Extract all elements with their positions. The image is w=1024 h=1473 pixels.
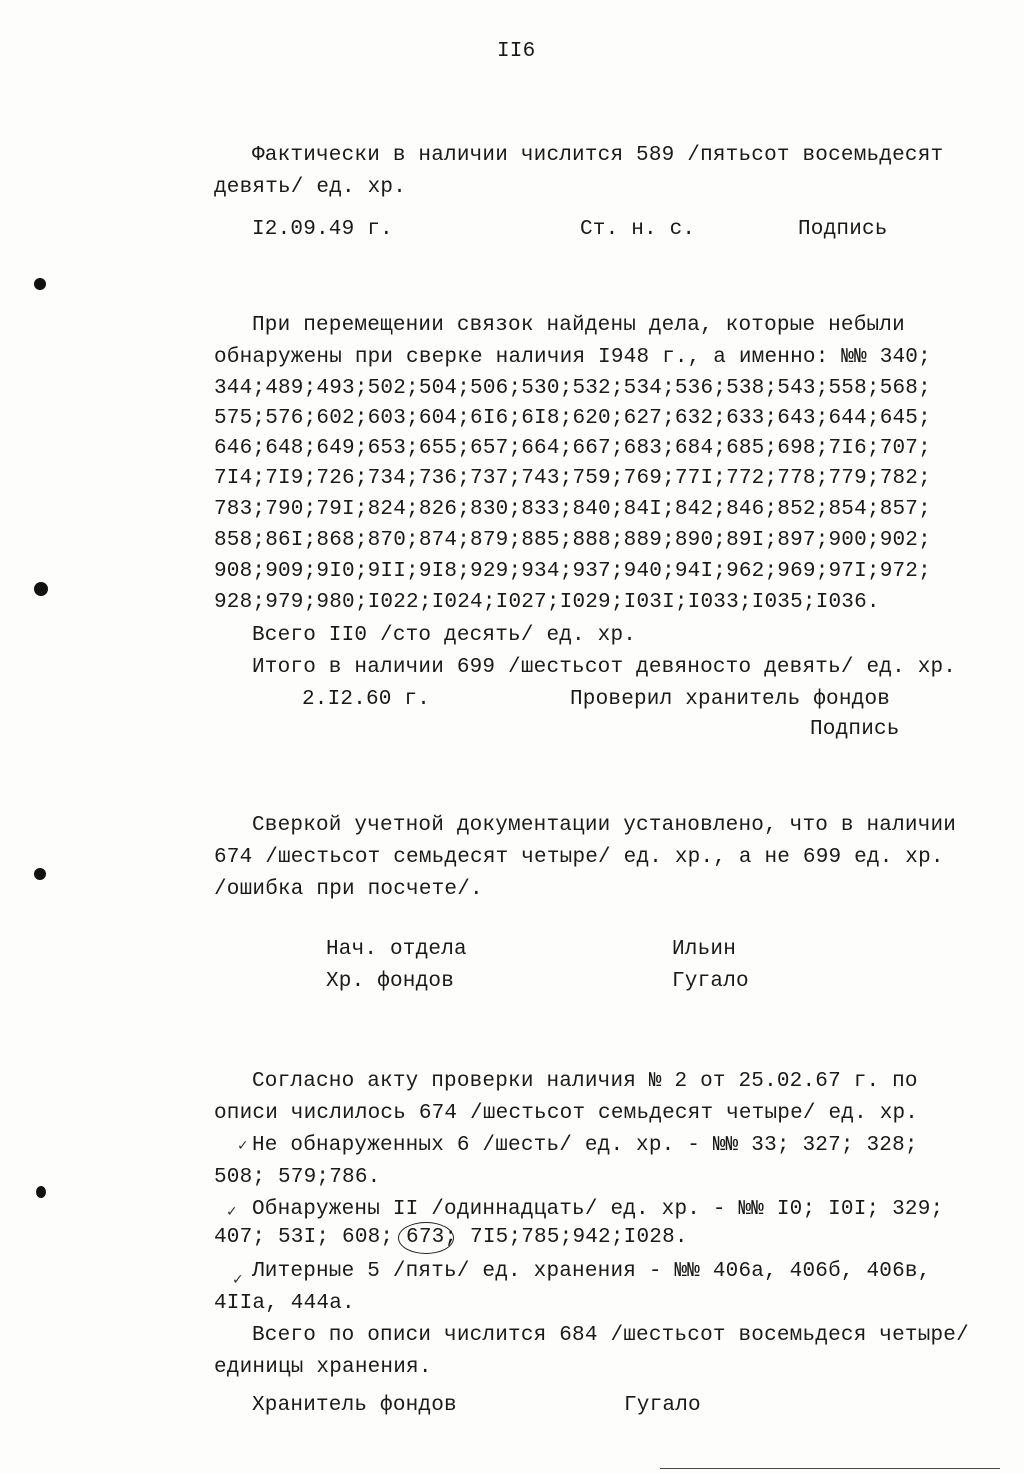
section4-sig-role: Хранитель фондов	[252, 1394, 457, 1417]
bottom-rule	[660, 1468, 1000, 1469]
binder-hole-mark	[36, 1186, 46, 1198]
section4-line-6: Литерные 5 /пять/ ед. хранения - №№ 406а, 406б, 406в,	[252, 1260, 931, 1283]
section2-line-4: 646;648;649;653;655;657;664;667;683;684;685;698;7I6;707;	[214, 437, 931, 460]
section4-line-5: 407; 53I; 608; 673; 7I5;785;942;I028.	[214, 1226, 688, 1249]
section4-line-0: Согласно акту проверки наличия № 2 от 25.02.67 г. по	[252, 1070, 918, 1093]
section3-line2: 674 /шестьсот семьдесят четыре/ ед. хр., а не 699 ед. хр.	[214, 846, 944, 869]
section2-line-9: 928;979;980;I022;I024;I027;I029;I03I;I033;I035;I036.	[214, 591, 880, 614]
section3-line1: Сверкой учетной документации установлено, что в наличии	[252, 814, 957, 837]
section3-sig2-name: Гугало	[672, 970, 749, 993]
section3-line3: /ошибка при посчете/.	[214, 878, 483, 901]
section2-date: 2.I2.60 г.	[302, 688, 431, 711]
section1-role: Ст. н. с.	[580, 218, 696, 241]
section4-line-8: Всего по описи числится 684 /шестьсот восемьдеся четыре/	[252, 1324, 969, 1347]
page-number: II6	[497, 40, 536, 63]
section1-line2: девять/ ед. хр.	[214, 176, 407, 199]
section4-line-3: 508; 579;786.	[214, 1166, 381, 1189]
section3-sig1-role: Нач. отдела	[326, 938, 467, 961]
section2-line-6: 783;790;79I;824;826;830;833;840;84I;842;846;852;854;857;	[214, 498, 931, 521]
binder-hole-mark	[34, 868, 46, 880]
check-mark-icon: ✓	[226, 1204, 238, 1220]
binder-hole-mark	[34, 582, 48, 596]
check-mark-icon: ✓	[237, 1138, 249, 1154]
section4-line-2: Не обнаруженных 6 /шесть/ ед. хр. - №№ 33; 327; 328;	[252, 1134, 918, 1157]
section4-line-1: описи числилось 674 /шестьсот семьдесят четыре/ ед. хр.	[214, 1102, 919, 1125]
section2-line-7: 858;86I;868;870;874;879;885;888;889;890;89I;897;900;902;	[214, 529, 931, 552]
section1-date: I2.09.49 г.	[252, 218, 393, 241]
handwritten-circle-mark	[398, 1222, 454, 1254]
binder-hole-mark	[34, 278, 46, 290]
section4-line-4: Обнаружены II /одиннадцать/ ед. хр. - №№ I0; I0I; 329;	[252, 1198, 944, 1221]
section4-line-9: единицы хранения.	[214, 1356, 432, 1379]
check-mark-icon: ✓	[232, 1272, 244, 1288]
section2-grand-total: Итого в наличии 699 /шестьсот девяносто девять/ ед. хр.	[252, 656, 957, 679]
section4-line-7: 4IIа, 444а.	[214, 1292, 355, 1315]
section2-signature: Подпись	[810, 718, 900, 741]
section2-total: Всего II0 /сто десять/ ед. хр.	[252, 624, 637, 647]
section2-line-8: 908;909;9I0;9II;9I8;929;934;937;940;94I;962;969;97I;972;	[214, 560, 931, 583]
section2-line-3: 575;576;602;603;604;6I6;6I8;620;627;632;633;643;644;645;	[214, 407, 931, 430]
section2-line-0: При перемещении связок найдены дела, которые небыли	[252, 314, 905, 337]
section4-sig-name: Гугало	[624, 1394, 701, 1417]
section3-sig1-name: Ильин	[672, 938, 737, 961]
section2-line-2: 344;489;493;502;504;506;530;532;534;536;538;543;558;568;	[214, 377, 931, 400]
section3-sig2-role: Хр. фондов	[326, 970, 455, 993]
section1-signature: Подпись	[798, 218, 888, 241]
section2-line-1: обнаружены при сверке наличия I948 г., а именно: №№ 340;	[214, 346, 931, 369]
section2-checked-by: Проверил хранитель фондов	[570, 688, 891, 711]
section2-line-5: 7I4;7I9;726;734;736;737;743;759;769;77I;772;778;779;782;	[214, 467, 931, 490]
section1-line1: Фактически в наличии числится 589 /пятьсот восемьдесят	[252, 144, 944, 167]
